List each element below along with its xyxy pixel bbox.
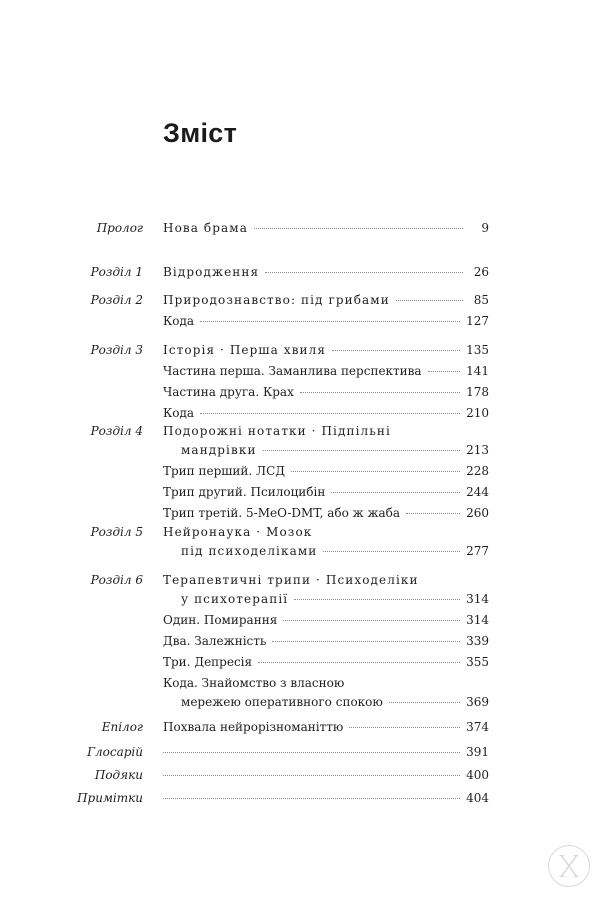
- dot-leader: [294, 599, 460, 600]
- dot-leader: [291, 471, 460, 472]
- entry-title: Частина перша. Заманлива перспектива: [163, 364, 422, 378]
- dot-leader: [200, 321, 460, 322]
- toc-entry: [0, 631, 599, 651]
- toc-entry: [0, 218, 599, 238]
- chapter-label: Розділ 5: [90, 525, 143, 539]
- entry-title: мандрівки: [181, 443, 257, 457]
- toc-entry: [0, 541, 599, 561]
- dot-leader: [265, 272, 463, 273]
- toc-entry: [0, 692, 599, 712]
- page-number: 391: [466, 745, 489, 759]
- dot-leader: [163, 752, 460, 753]
- toc-entry: [0, 673, 599, 693]
- dot-leader: [163, 798, 460, 799]
- dot-leader: [283, 620, 460, 621]
- toc-entry: [0, 503, 599, 523]
- entry-title: Трип перший. ЛСД: [163, 464, 286, 478]
- dot-leader: [300, 392, 460, 393]
- page-number: 85: [473, 293, 489, 307]
- dot-leader: [200, 413, 460, 414]
- entry-title: Похвала нейрорізноманіттю: [163, 720, 344, 734]
- dot-leader: [389, 702, 460, 703]
- entry-title: Нова брама: [163, 221, 248, 235]
- toc-entry: [0, 461, 599, 481]
- entry-title: Відродження: [163, 265, 260, 279]
- dot-leader: [258, 662, 460, 663]
- entry-title: Кода. Знайомство з власною: [163, 676, 345, 690]
- dot-leader: [323, 551, 460, 552]
- toc-entry: [0, 340, 599, 360]
- entry-title: у психотерапії: [181, 592, 289, 606]
- page-number: 210: [466, 406, 489, 420]
- toc-entry: [0, 788, 599, 808]
- page-number: 9: [481, 221, 489, 235]
- entry-title: Трип третій. 5-MeO-DMT, або ж жаба: [163, 506, 401, 520]
- chapter-label: Глосарій: [87, 745, 143, 759]
- dot-leader: [331, 492, 460, 493]
- dot-leader: [332, 350, 460, 351]
- page-number: 228: [466, 464, 489, 478]
- entry-title: Подорожні нотатки · Підпільні: [163, 424, 391, 438]
- dot-leader: [163, 775, 460, 776]
- toc-entry: [0, 262, 599, 282]
- page-number: 141: [466, 364, 489, 378]
- toc-entry: [0, 361, 599, 381]
- toc-entry: [0, 652, 599, 672]
- chapter-label: Розділ 6: [90, 573, 143, 587]
- toc-entry: [0, 765, 599, 785]
- chapter-label: Розділ 1: [90, 265, 143, 279]
- entry-title: Кода: [163, 406, 195, 420]
- toc-entry: [0, 589, 599, 609]
- page-number: 260: [466, 506, 489, 520]
- entry-title: Два. Залежність: [163, 634, 267, 648]
- entry-title: Три. Депресія: [163, 655, 253, 669]
- chapter-label: Розділ 4: [90, 424, 143, 438]
- page-number: 127: [466, 314, 489, 328]
- toc-entry: [0, 311, 599, 331]
- toc-entry: [0, 421, 599, 441]
- entry-title: мережею оперативного спокою: [181, 695, 383, 709]
- page-number: 213: [466, 443, 489, 457]
- entry-title: Один. Помирання: [163, 613, 278, 627]
- dot-leader: [406, 513, 460, 514]
- page-number: 339: [466, 634, 489, 648]
- toc-entry: [0, 382, 599, 402]
- dot-leader: [428, 371, 461, 372]
- toc-entry: [0, 570, 599, 590]
- page-title: Зміст: [163, 118, 238, 148]
- toc-entry: [0, 717, 599, 737]
- toc-entry: [0, 522, 599, 542]
- chapter-label: Розділ 3: [90, 343, 143, 357]
- entry-title: Трип другий. Псилоцибін: [163, 485, 326, 499]
- entry-title: Історія · Перша хвиля: [163, 343, 327, 357]
- toc-entry: [0, 742, 599, 762]
- x-publisher-logo-icon: [548, 845, 590, 887]
- page-number: 369: [466, 695, 489, 709]
- dot-leader: [396, 300, 463, 301]
- page-number: 178: [466, 385, 489, 399]
- page-number: 277: [466, 544, 489, 558]
- toc-entry: [0, 403, 599, 423]
- entry-title: Природознавство: під грибами: [163, 293, 390, 307]
- page-number: 404: [466, 791, 489, 805]
- toc-entry: [0, 290, 599, 310]
- dot-leader: [263, 450, 461, 451]
- chapter-label: Примітки: [77, 791, 143, 805]
- page-number: 374: [466, 720, 489, 734]
- entry-title: Терапевтичні трипи · Психоделіки: [163, 573, 419, 587]
- dot-leader: [254, 228, 463, 229]
- toc-entry: [0, 610, 599, 630]
- page-number: 314: [466, 592, 489, 606]
- toc-entry: [0, 482, 599, 502]
- chapter-label: Розділ 2: [90, 293, 143, 307]
- page-number: 314: [466, 613, 489, 627]
- dot-leader: [272, 641, 460, 642]
- toc-entry: [0, 440, 599, 460]
- chapter-label: Пролог: [96, 221, 143, 235]
- page-number: 244: [466, 485, 489, 499]
- chapter-label: Епілог: [101, 720, 143, 734]
- entry-title: під психоделіками: [181, 544, 318, 558]
- entry-title: Кода: [163, 314, 195, 328]
- page-number: 26: [473, 265, 489, 279]
- page-number: 135: [466, 343, 489, 357]
- chapter-label: Подяки: [94, 768, 143, 782]
- page-number: 400: [466, 768, 489, 782]
- page-number: 355: [466, 655, 489, 669]
- entry-title: Частина друга. Крах: [163, 385, 294, 399]
- entry-title: Нейронаука · Мозок: [163, 525, 313, 539]
- dot-leader: [349, 727, 460, 728]
